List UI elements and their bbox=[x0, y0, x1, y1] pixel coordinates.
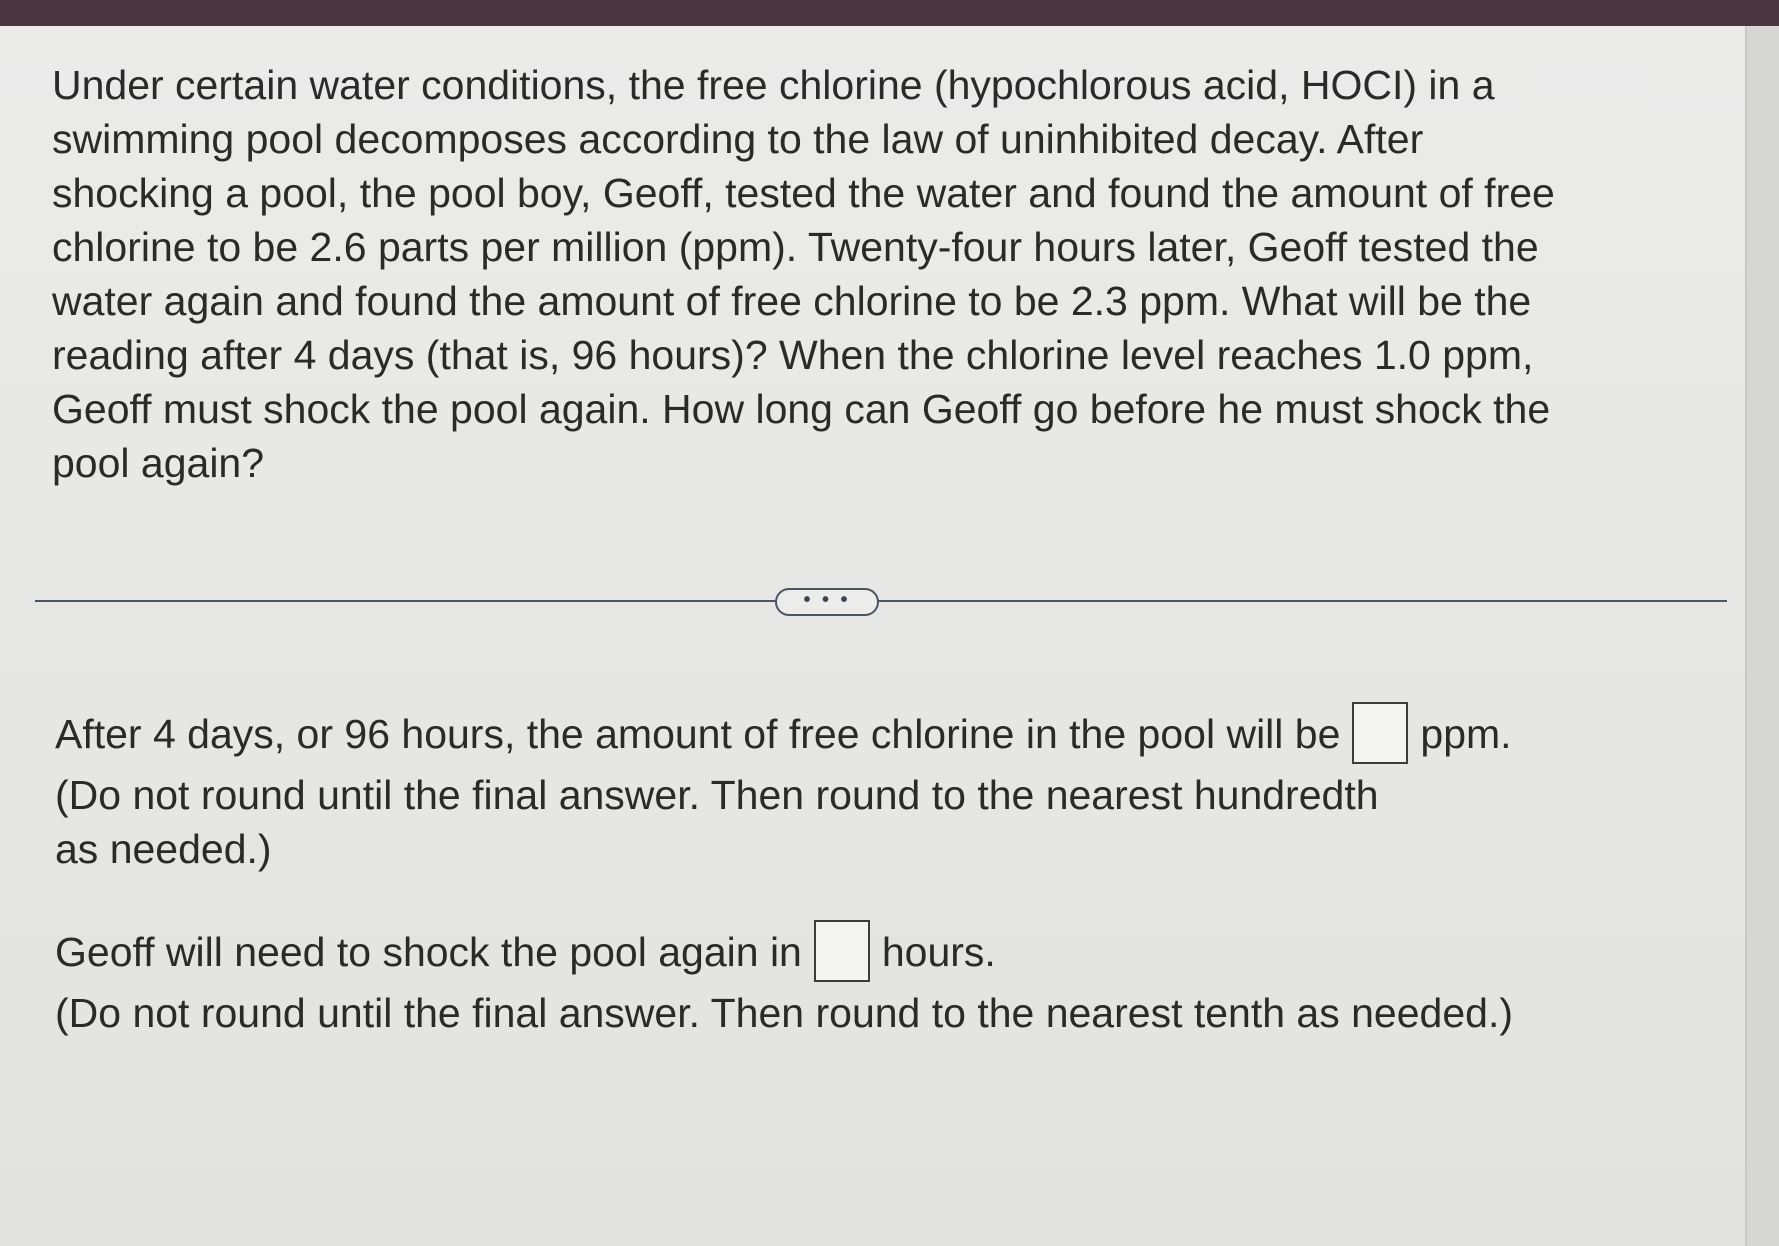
question-line: Under certain water conditions, the free chlorine (hypochlorous acid, HOCI) in a bbox=[52, 62, 1495, 108]
answer-1-block bbox=[55, 706, 1655, 876]
question-line: water again and found the amount of free chlorine to be 2.3 ppm. What will be the bbox=[52, 278, 1532, 324]
answer-2-block bbox=[55, 924, 1705, 1040]
answer-1-note-line-2: as needed.) bbox=[55, 826, 272, 872]
answer-1-note-line-1: (Do not round until the final answer. Then round to the nearest hundredth bbox=[55, 772, 1379, 818]
question-text bbox=[52, 58, 1712, 490]
question-line: swimming pool decomposes according to the law of uninhibited decay. After bbox=[52, 116, 1424, 162]
answer-2-unit: hours. bbox=[881, 928, 996, 975]
answer-1-prefix: After 4 days, or 96 hours, the amount of free chlorine in the pool will be bbox=[55, 710, 1341, 757]
answer-1-unit: ppm. bbox=[1420, 710, 1512, 757]
question-line: Geoff must shock the pool again. How long can Geoff go before he must shock the bbox=[52, 386, 1551, 432]
answer-2-note: (Do not round until the final answer. Then round to the nearest tenth as needed.) bbox=[55, 990, 1513, 1036]
question-line: reading after 4 days (that is, 96 hours)? When the chlorine level reaches 1.0 ppm, bbox=[52, 332, 1534, 378]
answer-2-prefix: Geoff will need to shock the pool again in bbox=[55, 928, 802, 975]
question-line: shocking a pool, the pool boy, Geoff, tested the water and found the amount of free bbox=[52, 170, 1555, 216]
window-top-bar bbox=[0, 0, 1779, 26]
question-line: pool again? bbox=[52, 440, 265, 486]
section-divider bbox=[35, 600, 1727, 602]
question-line: chlorine to be 2.6 parts per million (ppm). Twenty-four hours later, Geoff tested the bbox=[52, 224, 1539, 270]
answer-2-input[interactable] bbox=[814, 920, 870, 982]
answer-1-input[interactable] bbox=[1352, 702, 1408, 764]
more-options-button[interactable]: • • • bbox=[775, 588, 879, 616]
scrollbar-track[interactable] bbox=[1747, 26, 1779, 1246]
